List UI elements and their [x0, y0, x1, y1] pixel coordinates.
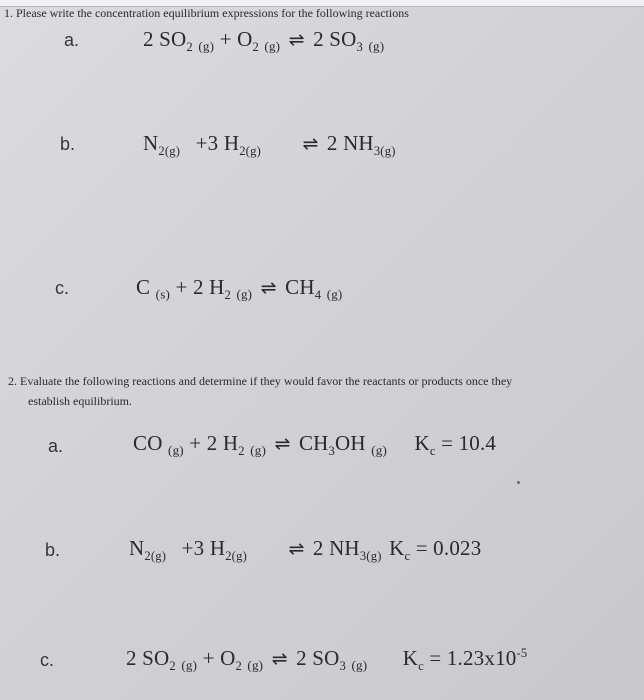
equilibrium-arrow-icon: ⇌ — [288, 29, 305, 51]
q2-b-k-value: $K_c = 0.023$ — [389, 536, 482, 564]
q2-a-equation: CO $_{(g)}$ + 2 $H_2$ $_{(g)}$ ⇌ $CH_3OH$ $_{(g)}$ $K_c = 10.4$ — [133, 431, 497, 459]
equilibrium-arrow-icon: ⇌ — [274, 433, 291, 455]
q1-a-reactant-1: 2 SO — [143, 27, 187, 51]
question-1-prompt: 1. Please write the concentration equilibrium expressions for the following reactions — [4, 6, 409, 20]
q1-b-equation: $N_{2(g)} +3$ $H_{2(g)}$ ⇌ 2 $NH_{3(g)}$ — [143, 131, 396, 159]
q2-c-k-value: $K_c = 1.23x10^{-5}$ — [402, 646, 528, 674]
question-2-prompt: 2. Evaluate the following reactions and determine if they would favor the reactants or products once they — [8, 374, 513, 388]
q2-c-equation: 2 $SO_2$ $_{(g)} + O_2$ $_{(g)}$ ⇌ 2 $SO_3$ $_{(g)}$ $K_c = 1.23x10^{-5}$ — [126, 646, 528, 674]
equilibrium-arrow-icon: ⇌ — [271, 648, 288, 670]
q2-a-k-value: $K_c = 10.4$ — [414, 431, 497, 459]
q2-b-equation: $N_{2(g)} +3$ $H_{2(g)}$ ⇌ 2 $NH_{3(g)}$ $K_c = 0.023$ — [129, 536, 482, 564]
q1-a-product: 2 SO — [313, 27, 357, 51]
q2-c-label: c. — [40, 650, 55, 670]
q2-b-label: b. — [45, 540, 61, 560]
stray-mark — [517, 481, 520, 484]
q1-a-label: a. — [64, 30, 80, 50]
equilibrium-arrow-icon: ⇌ — [302, 133, 319, 155]
q1-a-reactant-2: O — [237, 27, 253, 51]
equilibrium-arrow-icon: ⇌ — [288, 538, 305, 560]
question-2-prompt-cont: establish equilibrium. — [28, 394, 132, 408]
q1-c-label: c. — [55, 278, 70, 298]
equilibrium-arrow-icon: ⇌ — [260, 277, 277, 299]
q2-a-label: a. — [48, 436, 64, 456]
q1-a-equation: 2 $SO_2$ $_{(g)} + O_2$ $_{(g)}$ ⇌ 2 $SO_3$ $_{(g)}$ — [143, 27, 385, 55]
q1-b-label: b. — [60, 134, 76, 154]
q1-c-equation: C $_{(s)}$ + 2 $H_2$ $_{(g)}$ ⇌ $CH_4$ $_{(g)}$ — [136, 275, 343, 303]
